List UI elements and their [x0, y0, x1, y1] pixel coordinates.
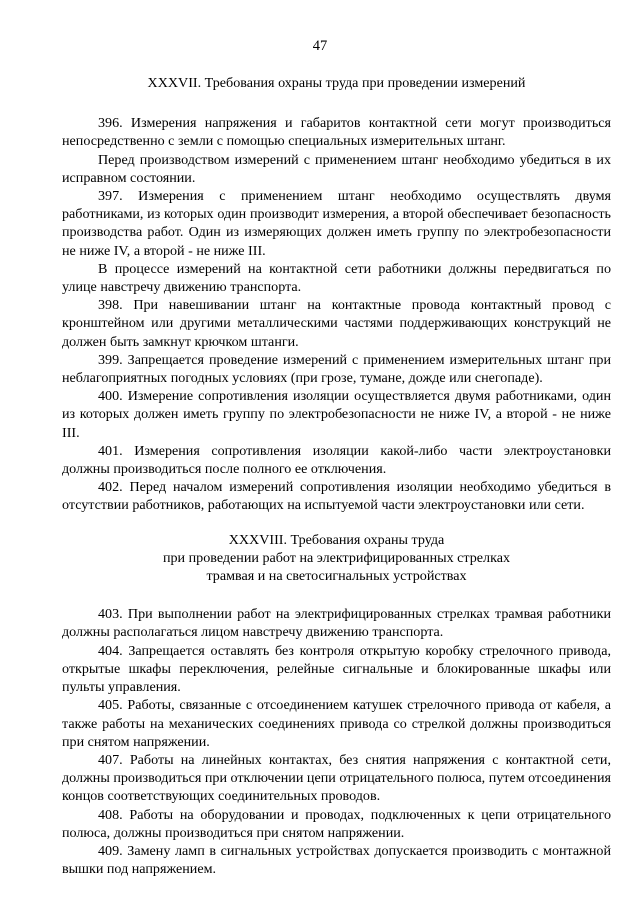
- section-heading-xxxviii: [62, 531, 611, 586]
- paragraph-409: 409. Замену ламп в сигнальных устройствах допускается производить с монтажной вышки под напряжением.: [62, 842, 611, 878]
- paragraph-397-continued: В процессе измерений на контактной сети работники должны передвигаться по улице навстречу движению транспорта.: [62, 260, 611, 296]
- paragraph-408: 408. Работы на оборудовании и проводах, подключенных к цепи отрицательного полюса, должны производиться при снятом напряжении.: [62, 806, 611, 841]
- paragraph-396: 396. Измерения напряжения и габаритов контактной сети могут производиться непосредственно с земли с помощью специальных измерительных штанг.: [62, 115, 611, 150]
- section-heading-xxxvii: [62, 74, 611, 92]
- paragraph-399: 399. Запрещается проведение измерений с применением измерительных штанг при неблагоприятных погодных условиях (при грозе, тумане, дожде или снегопаде).: [62, 351, 611, 387]
- paragraph-402: 402. Перед началом измерений сопротивления изоляции необходимо убедиться в отсутствии работников, работающих на испытуемой части электроустановки или сети.: [62, 479, 611, 514]
- paragraph-400: 400. Измерение сопротивления изоляции осуществляется двумя работниками, один из которых должен иметь группу по электробезопасности не ниже IV, а второй - не ниже III.: [62, 388, 611, 441]
- heading-line: при проведении работ на электрифицированных стрелках: [162, 549, 511, 566]
- paragraph-398: 398. При навешивании штанг на контактные провода контактный провод с кронштейном или другими металлическими частями поддерживающих конструкций не должен быть замкнут крючком штанги.: [62, 297, 611, 350]
- document-body: [62, 74, 611, 878]
- page-number: 47: [312, 38, 328, 54]
- paragraph-404: 404. Запрещается оставлять без контроля открытую коробку стрелочного привода, открытые шкафы переключения, релейные сигнальные и блокированные шкафы или пульты управления.: [62, 642, 611, 696]
- paragraph-403: 403. При выполнении работ на электрифицированных стрелках трамвая работники должны располагаться лицом навстречу движению транспорта.: [62, 606, 611, 641]
- paragraph-396-continued: Перед производством измерений с применением штанг необходимо убедиться в их исправном состоянии.: [62, 151, 611, 186]
- paragraph-397: 397. Измерения с применением штанг необходимо осуществлять двумя работниками, из которых один производит измерения, а второй обеспечивает безопасность производства работ. Один из измеряющих должен иметь группу по электробезопасности не ниже IV, а второй - не ниже III.: [62, 188, 611, 259]
- heading-line: XXXVII. Требования охраны труда при проведении измерений: [147, 75, 526, 91]
- paragraph-405: 405. Работы, связанные с отсоединением катушек стрелочного привода от кабеля, а также работы на механических соединениях привода со стрелкой должны производиться при снятом напряжении.: [62, 697, 611, 750]
- heading-line: трамвая и на светосигнальных устройствах: [206, 568, 467, 585]
- heading-line: XXXVIII. Требования охраны труда: [228, 531, 445, 548]
- paragraph-401: 401. Измерения сопротивления изоляции какой-либо части электроустановки должны производиться после полного ее отключения.: [62, 442, 611, 478]
- paragraph-407: 407. Работы на линейных контактах, без снятия напряжения с контактной сети, должны производиться при отключении цепи отрицательного полюса, путем отсоединения концов соответствующих соединительных проводов.: [62, 751, 611, 805]
